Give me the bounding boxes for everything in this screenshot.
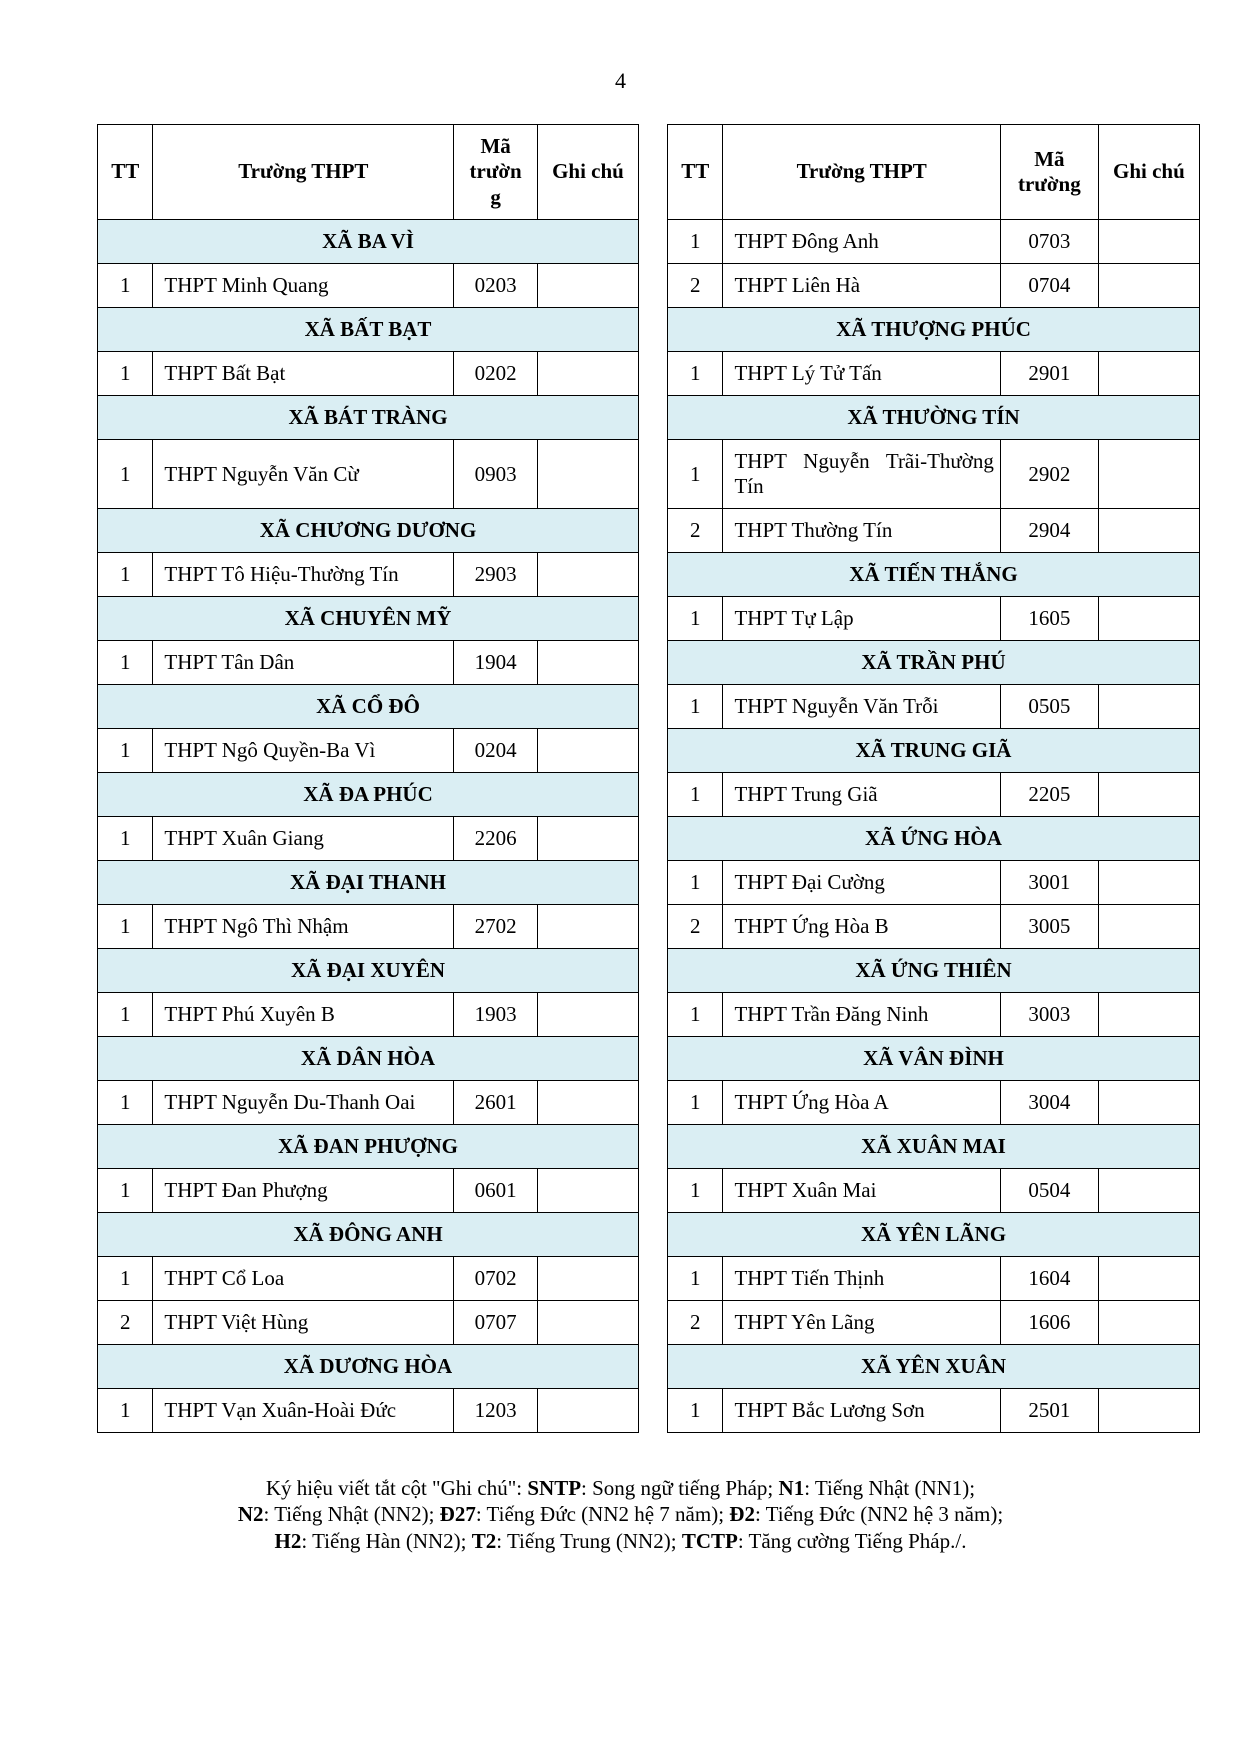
note-cell [1098, 440, 1199, 509]
footnote-abbreviation: SNTP [527, 1476, 582, 1500]
group-header-row [668, 553, 1200, 597]
commune-name: XÃ CHUYÊN MỸ [98, 597, 639, 641]
school-code: 1904 [454, 641, 538, 685]
row-number: 1 [668, 597, 723, 641]
row-number: 1 [98, 264, 153, 308]
commune-name: XÃ BÁT TRÀNG [98, 396, 639, 440]
table-row [98, 1301, 639, 1345]
footnote-meaning: : Song ngữ tiếng Pháp; [581, 1476, 779, 1500]
school-name: THPT Trần Đăng Ninh [723, 993, 1000, 1037]
table-row [668, 1389, 1200, 1433]
footnote-meaning: : Tiếng Đức (NN2 hệ 3 năm); [754, 1502, 1004, 1527]
header-code-label: Mã trườn g [469, 134, 522, 209]
group-header-row [668, 1125, 1200, 1169]
table-row [98, 264, 639, 308]
row-number: 1 [98, 440, 153, 509]
school-code: 2904 [1000, 509, 1098, 553]
table-row [668, 905, 1200, 949]
commune-name: XÃ YÊN XUÂN [668, 1345, 1200, 1389]
page-number: 4 [615, 68, 626, 93]
note-cell [1098, 861, 1199, 905]
footnote-meaning: : Tiếng Trung (NN2); [496, 1528, 682, 1553]
school-name: THPT Bất Bạt [153, 352, 454, 396]
footnote-meaning: : Tiếng Nhật (NN2); [263, 1502, 440, 1527]
commune-name: XÃ ĐẠI XUYÊN [98, 949, 639, 993]
row-number: 1 [668, 993, 723, 1037]
footnote-abbreviation: N2 [237, 1502, 264, 1527]
school-name: THPT Bắc Lương Sơn [723, 1389, 1000, 1433]
commune-name: XÃ ỨNG HÒA [668, 817, 1200, 861]
school-name: THPT Đan Phượng [153, 1169, 454, 1213]
row-number: 1 [668, 440, 723, 509]
header-code: Mã trường [1000, 125, 1098, 220]
school-code: 1203 [454, 1389, 538, 1433]
school-code: 2901 [1000, 352, 1098, 396]
row-number: 1 [668, 1081, 723, 1125]
note-cell [537, 641, 638, 685]
note-cell [1098, 1301, 1199, 1345]
school-name: THPT Ứng Hòa A [723, 1081, 1000, 1125]
table-row [668, 1081, 1200, 1125]
school-name: THPT Yên Lãng [723, 1301, 1000, 1345]
row-number: 1 [668, 1169, 723, 1213]
school-name: THPT Xuân Giang [153, 817, 454, 861]
group-header-row [98, 1125, 639, 1169]
header-code [454, 125, 538, 220]
footnote-abbreviation: Đ2 [729, 1502, 755, 1527]
school-code: 3001 [1000, 861, 1098, 905]
row-number: 2 [668, 264, 723, 308]
school-code: 0202 [454, 352, 538, 396]
commune-name: XÃ DÂN HÒA [98, 1037, 639, 1081]
table-row [98, 440, 639, 509]
school-code: 0203 [454, 264, 538, 308]
table-row [668, 264, 1200, 308]
row-number: 2 [668, 509, 723, 553]
row-number: 1 [98, 1169, 153, 1213]
school-name: THPT Xuân Mai [723, 1169, 1000, 1213]
group-header-row [668, 641, 1200, 685]
table-row [98, 553, 639, 597]
note-cell [1098, 352, 1199, 396]
group-header-row [668, 396, 1200, 440]
school-name: THPT Liên Hà [723, 264, 1000, 308]
school-name: THPT Ngô Thì Nhậm [153, 905, 454, 949]
group-header-row [98, 861, 639, 905]
row-number: 1 [98, 1081, 153, 1125]
table-row [668, 440, 1200, 509]
school-name: THPT Trung Giã [723, 773, 1000, 817]
note-cell [1098, 1169, 1199, 1213]
school-table-right-body [668, 220, 1200, 1433]
group-header-row [98, 308, 639, 352]
commune-name: XÃ ĐAN PHƯỢNG [98, 1125, 639, 1169]
school-name: THPT Việt Hùng [153, 1301, 454, 1345]
commune-name: XÃ BA VÌ [98, 220, 639, 264]
table-header-row [98, 125, 639, 220]
group-header-row [668, 1213, 1200, 1257]
group-header-row [98, 509, 639, 553]
table-row [668, 1301, 1200, 1345]
note-cell [1098, 993, 1199, 1037]
school-code: 3005 [1000, 905, 1098, 949]
row-number: 1 [98, 641, 153, 685]
school-name: THPT Minh Quang [153, 264, 454, 308]
school-name: THPT Vạn Xuân-Hoài Đức [153, 1389, 454, 1433]
note-cell [1098, 597, 1199, 641]
commune-name: XÃ ĐÔNG ANH [98, 1213, 639, 1257]
footnote-abbreviation: TCTP [681, 1528, 738, 1553]
row-number: 1 [98, 553, 153, 597]
commune-name: XÃ CỔ ĐÔ [98, 685, 639, 729]
school-code: 0504 [1000, 1169, 1098, 1213]
table-row [98, 1169, 639, 1213]
table-row [668, 773, 1200, 817]
school-name: THPT Đông Anh [723, 220, 1000, 264]
note-cell [537, 1169, 638, 1213]
group-header-row [668, 308, 1200, 352]
commune-name: XÃ ĐA PHÚC [98, 773, 639, 817]
commune-name: XÃ DƯƠNG HÒA [98, 1345, 639, 1389]
group-header-row [98, 1213, 639, 1257]
school-code: 1606 [1000, 1301, 1098, 1345]
table-row [98, 1389, 639, 1433]
school-code: 2501 [1000, 1389, 1098, 1433]
school-name: THPT Ứng Hòa B [723, 905, 1000, 949]
table-row [668, 1169, 1200, 1213]
row-number: 1 [668, 861, 723, 905]
group-header-row [668, 729, 1200, 773]
table-row [98, 993, 639, 1037]
commune-name: XÃ ĐẠI THANH [98, 861, 639, 905]
school-code: 2902 [1000, 440, 1098, 509]
school-code: 0707 [454, 1301, 538, 1345]
school-code: 3003 [1000, 993, 1098, 1037]
row-number: 2 [668, 1301, 723, 1345]
commune-name: XÃ BẤT BẠT [98, 308, 639, 352]
table-row [98, 729, 639, 773]
row-number: 1 [668, 352, 723, 396]
note-cell [537, 264, 638, 308]
school-code: 0505 [1000, 685, 1098, 729]
school-name: THPT Ngô Quyền-Ba Vì [153, 729, 454, 773]
row-number: 1 [668, 1389, 723, 1433]
note-cell [1098, 264, 1199, 308]
group-header-row [98, 773, 639, 817]
table-row [98, 817, 639, 861]
group-header-row [668, 1037, 1200, 1081]
row-number: 1 [98, 1257, 153, 1301]
note-cell [537, 817, 638, 861]
school-name: THPT Nguyễn Văn Cừ [153, 440, 454, 509]
table-row [668, 220, 1200, 264]
row-number: 1 [668, 1257, 723, 1301]
commune-name: XÃ TRẦN PHÚ [668, 641, 1200, 685]
table-row [98, 641, 639, 685]
school-table-left [97, 124, 639, 1433]
school-code: 0703 [1000, 220, 1098, 264]
commune-name: XÃ XUÂN MAI [668, 1125, 1200, 1169]
row-number: 1 [98, 1389, 153, 1433]
note-cell [1098, 773, 1199, 817]
school-name: THPT Tô Hiệu-Thường Tín [153, 553, 454, 597]
school-code: 0704 [1000, 264, 1098, 308]
row-number: 2 [98, 1301, 153, 1345]
group-header-row [668, 949, 1200, 993]
table-row [98, 1081, 639, 1125]
header-school: Trường THPT [723, 125, 1000, 220]
row-number: 1 [98, 352, 153, 396]
commune-name: XÃ VÂN ĐÌNH [668, 1037, 1200, 1081]
row-number: 1 [668, 220, 723, 264]
footnote [0, 1475, 1241, 1554]
group-header-row [98, 597, 639, 641]
school-code: 0702 [454, 1257, 538, 1301]
group-header-row [98, 949, 639, 993]
table-header-row [668, 125, 1200, 220]
school-table-right [667, 124, 1200, 1433]
row-number: 1 [98, 817, 153, 861]
header-school: Trường THPT [153, 125, 454, 220]
note-cell [537, 1389, 638, 1433]
group-header-row [98, 220, 639, 264]
table-row [668, 509, 1200, 553]
commune-name: XÃ YÊN LÃNG [668, 1213, 1200, 1257]
table-row [668, 597, 1200, 641]
commune-name: XÃ TIẾN THẮNG [668, 553, 1200, 597]
footnote-meaning: : Tiếng Nhật (NN1); [804, 1476, 976, 1500]
school-code: 2903 [454, 553, 538, 597]
note-cell [537, 1081, 638, 1125]
commune-name: XÃ THƯỢNG PHÚC [668, 308, 1200, 352]
school-name: THPT Nguyễn Văn Trỗi [723, 685, 1000, 729]
group-header-row [668, 817, 1200, 861]
table-row [668, 993, 1200, 1037]
note-cell [1098, 1081, 1199, 1125]
header-tt: TT [668, 125, 723, 220]
row-number: 2 [668, 905, 723, 949]
note-cell [1098, 1389, 1199, 1433]
footnote-abbreviation: T2 [471, 1528, 497, 1553]
group-header-row [98, 396, 639, 440]
note-cell [537, 993, 638, 1037]
note-cell [537, 905, 638, 949]
school-code: 0204 [454, 729, 538, 773]
row-number: 1 [98, 993, 153, 1037]
group-header-row [98, 685, 639, 729]
header-tt: TT [98, 125, 153, 220]
school-name: THPT Nguyễn Trãi-Thường Tín [723, 440, 1000, 509]
school-name: THPT Nguyễn Du-Thanh Oai [153, 1081, 454, 1125]
row-number: 1 [98, 905, 153, 949]
table-row [668, 861, 1200, 905]
school-name: THPT Phú Xuyên B [153, 993, 454, 1037]
table-row [98, 352, 639, 396]
note-cell [537, 352, 638, 396]
row-number: 1 [668, 773, 723, 817]
school-name: THPT Thường Tín [723, 509, 1000, 553]
header-note: Ghi chú [537, 125, 638, 220]
note-cell [537, 440, 638, 509]
group-header-row [98, 1345, 639, 1389]
note-cell [537, 729, 638, 773]
group-header-row [668, 1345, 1200, 1389]
note-cell [1098, 509, 1199, 553]
commune-name: XÃ CHƯƠNG DƯƠNG [98, 509, 639, 553]
school-code: 1605 [1000, 597, 1098, 641]
footnote-abbreviation: H2 [274, 1528, 302, 1553]
footnote-meaning: : Tăng cường Tiếng Pháp./. [737, 1528, 967, 1553]
header-note: Ghi chú [1098, 125, 1199, 220]
school-code: 0601 [454, 1169, 538, 1213]
note-cell [537, 1257, 638, 1301]
school-table-left-body [98, 220, 639, 1433]
footnote-meaning: : Tiếng Đức (NN2 hệ 7 năm); [475, 1502, 730, 1527]
school-name: THPT Tân Dân [153, 641, 454, 685]
table-row [668, 1257, 1200, 1301]
school-name: THPT Tự Lập [723, 597, 1000, 641]
school-code: 1604 [1000, 1257, 1098, 1301]
note-cell [1098, 1257, 1199, 1301]
school-name: THPT Cổ Loa [153, 1257, 454, 1301]
row-number: 1 [98, 729, 153, 773]
commune-name: XÃ ỨNG THIÊN [668, 949, 1200, 993]
commune-name: XÃ TRUNG GIÃ [668, 729, 1200, 773]
group-header-row [98, 1037, 639, 1081]
table-row [668, 352, 1200, 396]
table-row [98, 1257, 639, 1301]
note-cell [537, 553, 638, 597]
school-code: 2702 [454, 905, 538, 949]
school-code: 1903 [454, 993, 538, 1037]
note-cell [1098, 220, 1199, 264]
school-code: 2601 [454, 1081, 538, 1125]
school-name: THPT Lý Tử Tấn [723, 352, 1000, 396]
school-code: 2205 [1000, 773, 1098, 817]
note-cell [537, 1301, 638, 1345]
school-name: THPT Đại Cường [723, 861, 1000, 905]
table-row [98, 905, 639, 949]
school-name: THPT Tiến Thịnh [723, 1257, 1000, 1301]
footnote-lead: Ký hiệu viết tắt cột "Ghi chú": [265, 1476, 528, 1500]
table-row [668, 685, 1200, 729]
footnote-abbreviation: N1 [778, 1476, 805, 1500]
footnote-meaning: : Tiếng Hàn (NN2); [301, 1528, 472, 1553]
note-cell [1098, 905, 1199, 949]
school-code: 3004 [1000, 1081, 1098, 1125]
footnote-abbreviation: Đ27 [439, 1502, 476, 1527]
note-cell [1098, 685, 1199, 729]
school-code: 2206 [454, 817, 538, 861]
school-code: 0903 [454, 440, 538, 509]
commune-name: XÃ THƯỜNG TÍN [668, 396, 1200, 440]
row-number: 1 [668, 685, 723, 729]
